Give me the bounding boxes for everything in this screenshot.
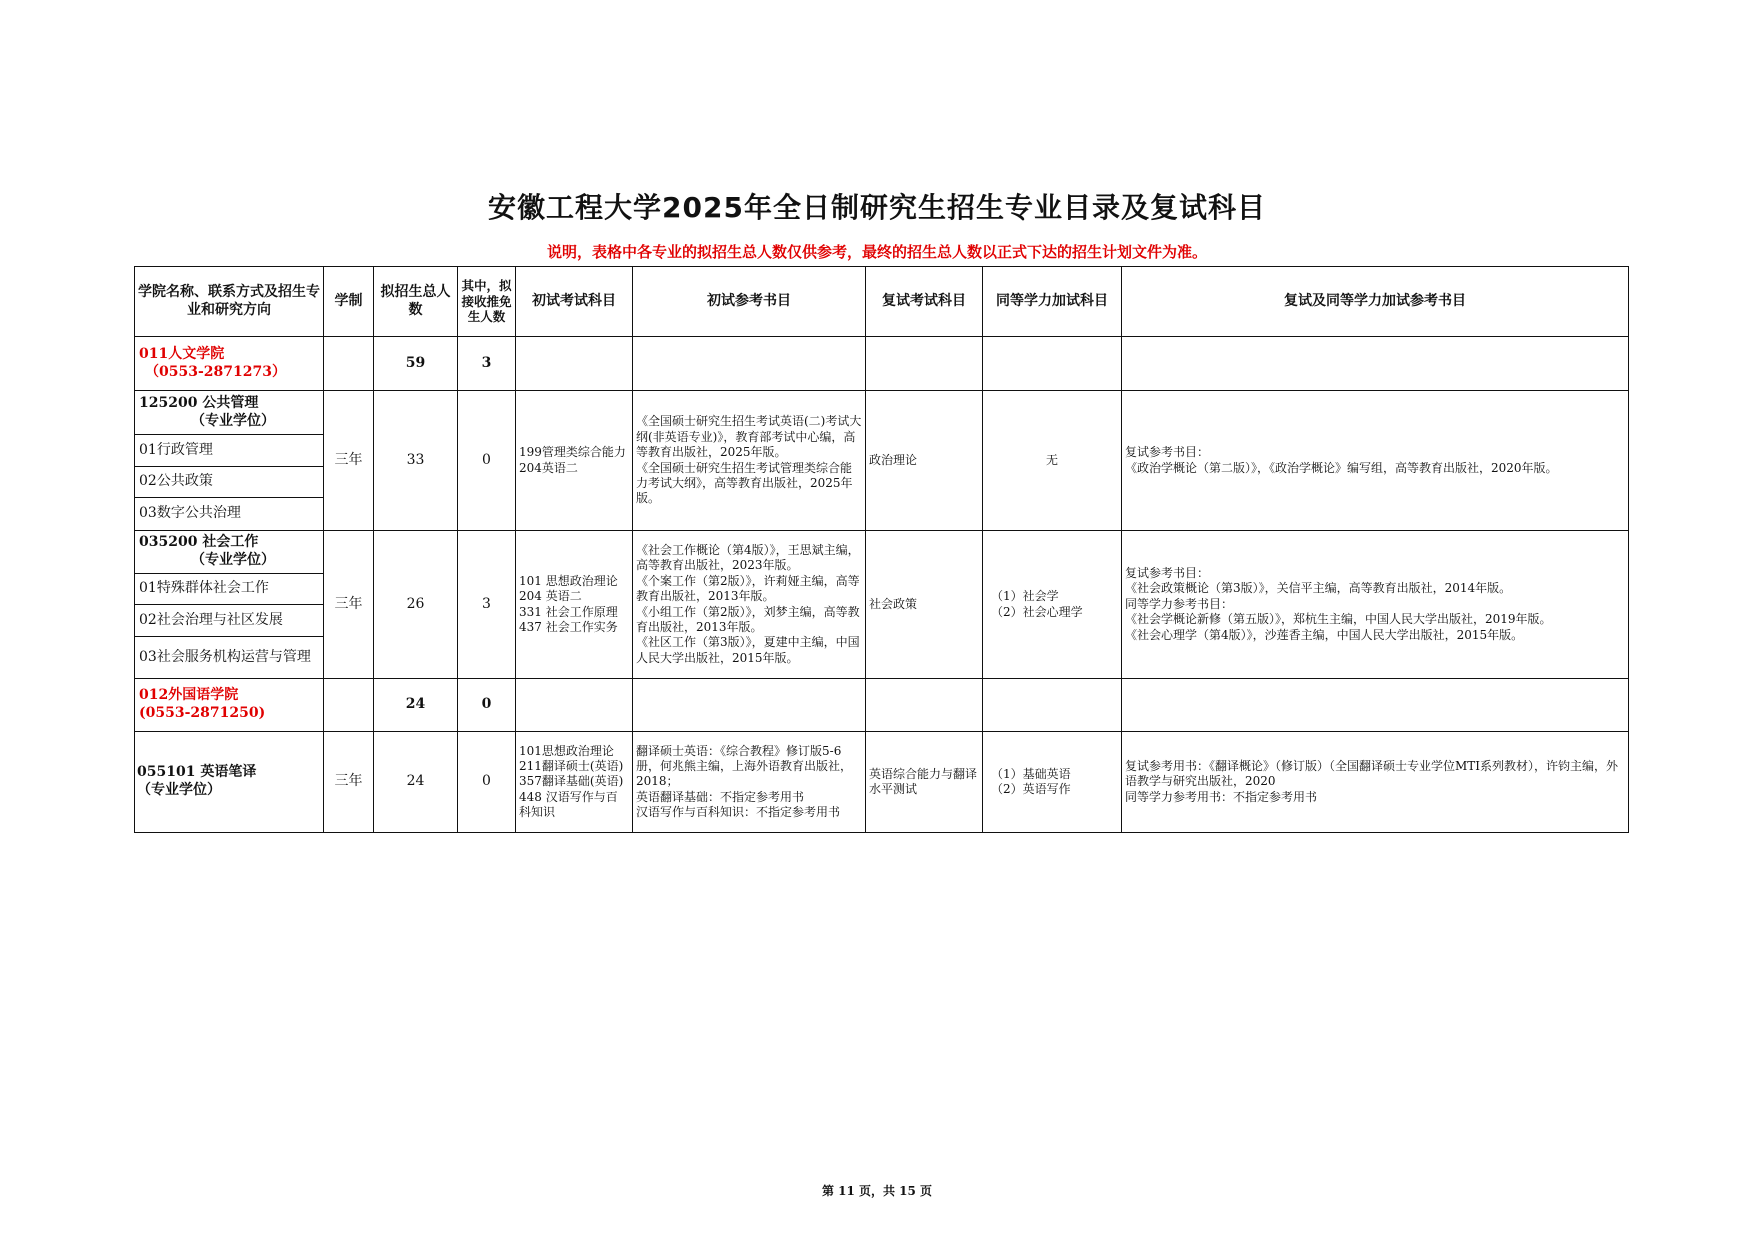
college-exempt: 3 [458,337,516,391]
header-planned: 拟招生总人数 [374,267,458,337]
first-exam-subjects: 101 思想政治理论 204 英语二 331 社会工作原理 437 社会工作实务 [516,531,633,679]
major-duration: 三年 [324,391,374,531]
notice-text: 说明，表格中各专业的拟招生总人数仅供参考，最终的招生总人数以正式下达的招生计划文件为准。 [546,243,1207,261]
direction-item: 01行政管理 [135,435,324,467]
enrollment-catalog-table [134,266,1629,833]
table-header-row [135,267,1629,337]
major-planned: 33 [374,391,458,531]
college-exempt: 0 [458,679,516,732]
header-first-books: 初试参考书目 [633,267,866,337]
college-name-cell [135,679,324,732]
retest-subjects: 英语综合能力与翻译水平测试 [866,732,983,833]
retest-books: 复试参考书目： 《社会政策概论（第3版）》，关信平主编，高等教育出版社，2014年版。 同等学力参考书目： 《社会学概论新修（第五版）》，郑杭生主编，中国人民大学出版社，2019年版。 《社会心理学（第4版）》，沙莲香主编，中国人民大学出版社，2015年版。 [1122,531,1629,679]
page-footer: 第 11 页，共 15 页 [821,1184,933,1198]
header-college: 学院名称、联系方式及招生专业和研究方向 [135,267,324,337]
direction-item: 01特殊群体社会工作 [135,574,324,605]
header-duration: 学制 [324,267,374,337]
major-duration: 三年 [324,531,374,679]
major-code-name: 055101 英语笔译 [137,764,257,781]
header-retest-books: 复试及同等学力加试参考书目 [1122,267,1629,337]
major-exempt: 0 [458,391,516,531]
major-row [135,391,1629,435]
first-exam-books: 《全国硕士研究生招生考试英语(二)考试大纲(非英语专业)》，教育部考试中心编，高等教育出版社，2025年版。 《全国硕士研究生招生考试管理类综合能力考试大纲》，高等教育出版社，2025年版。 [633,391,866,531]
first-exam-books: 翻译硕士英语：《综合教程》修订版5-6册，何兆熊主编，上海外语教育出版社，2018； 英语翻译基础：不指定参考用书 汉语写作与百科知识：不指定参考用书 [633,732,866,833]
major-exempt: 0 [458,732,516,833]
major-degree: （专业学位） [191,412,275,429]
retest-books: 复试参考书目： 《政治学概论（第二版）》，《政治学概论》编写组，高等教育出版社，2020年版。 [1122,391,1629,531]
college-phone: (0553-2871250) [139,705,266,721]
major-title-cell [135,732,324,833]
header-exempt: 其中，拟接收推免生人数 [458,267,516,337]
major-planned: 26 [374,531,458,679]
first-exam-books: 《社会工作概论（第4版）》，王思斌主编，高等教育出版社，2023年版。 《个案工作（第2版）》，许莉娅主编，高等教育出版社，2013年版。 《小组工作（第2版）》，刘梦主编，高等教育出版社，2013年版。 《社区工作（第3版）》，夏建中主编，中国人民大学出版社，2015年版。 [633,531,866,679]
header-retest: 复试考试科目 [866,267,983,337]
direction-item: 02社会治理与社区发展 [135,605,324,637]
header-first-exam: 初试考试科目 [516,267,633,337]
major-row [135,732,1629,833]
direction-item: 02公共政策 [135,467,324,498]
college-name-cell [135,337,324,391]
first-exam-subjects: 199管理类综合能力 204英语二 [516,391,633,531]
direction-item: 03社会服务机构运营与管理 [135,637,324,679]
retest-subjects: 政治理论 [866,391,983,531]
major-row [135,531,1629,574]
college-name: 012外国语学院 [139,687,239,704]
major-planned: 24 [374,732,458,833]
retest-subjects: 社会政策 [866,531,983,679]
page-title: 安徽工程大学2025年全日制研究生招生专业目录及复试科目 [488,191,1266,224]
major-duration: 三年 [324,732,374,833]
direction-item: 03数字公共治理 [135,498,324,531]
major-exempt: 3 [458,531,516,679]
retest-books: 复试参考用书：《翻译概论》（修订版）（全国翻译硕士专业学位MTI系列教材），许钧主编，外语教学与研究出版社，2020 同等学力参考用书：不指定参考用书 [1122,732,1629,833]
college-name: 011人文学院 [139,345,225,362]
major-code-name: 035200 社会工作 [139,534,259,551]
college-phone: （0553-2871273） [145,363,286,380]
major-title-cell [135,531,324,574]
major-title-cell [135,391,324,435]
equiv-subjects: 无 [983,391,1122,531]
major-code-name: 125200 公共管理 [139,394,259,411]
college-planned: 24 [374,679,458,732]
college-row [135,337,1629,391]
major-degree: （专业学位） [137,782,221,798]
college-row [135,679,1629,732]
header-equiv: 同等学力加试科目 [983,267,1122,337]
first-exam-subjects: 101思想政治理论 211翻译硕士(英语) 357翻译基础(英语) 448 汉语写作与百科知识 [516,732,633,833]
equiv-subjects: （1）基础英语 （2）英语写作 [983,732,1122,833]
major-degree: （专业学位） [191,552,275,568]
college-planned: 59 [374,337,458,391]
equiv-subjects: （1）社会学 （2）社会心理学 [983,531,1122,679]
